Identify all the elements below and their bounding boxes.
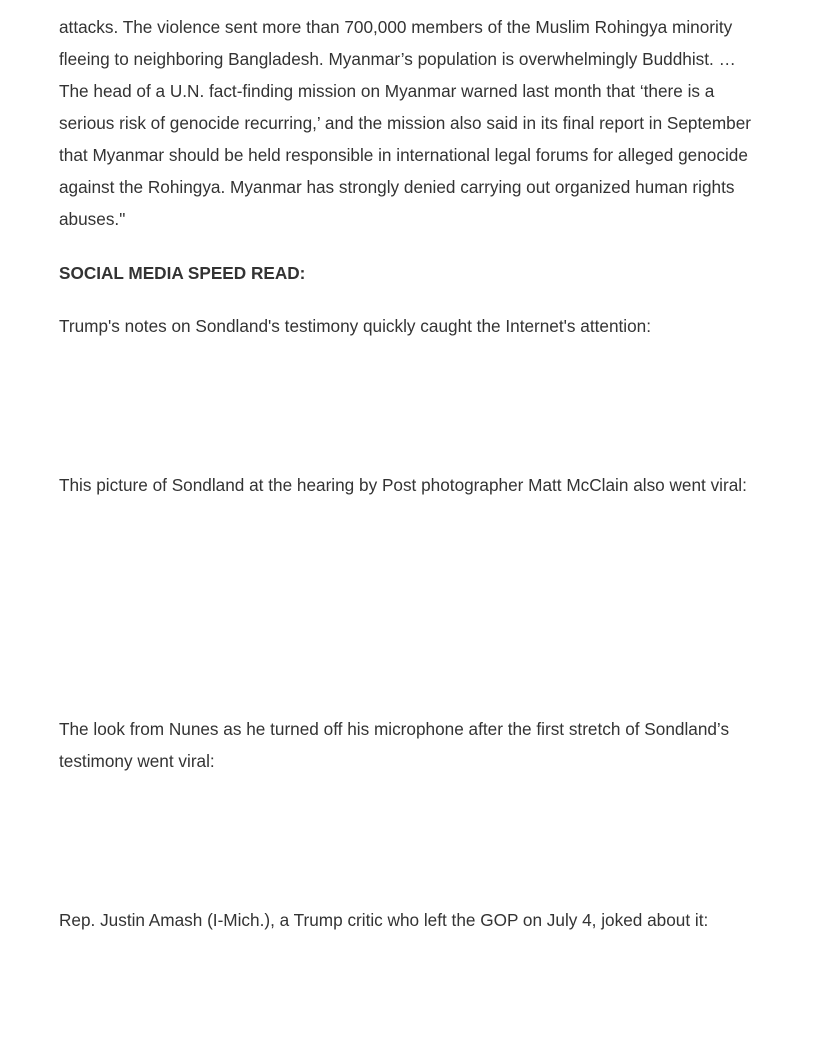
article-paragraph-trump-notes: Trump's notes on Sondland's testimony quickly caught the Internet's attention: bbox=[59, 316, 652, 336]
article-paragraph-nunes-look: The look from Nunes as he turned off his microphone after the first stretch of Sondland’s testimony went viral: bbox=[59, 719, 730, 771]
section-heading-social-media: SOCIAL MEDIA SPEED READ: bbox=[59, 263, 306, 283]
article-paragraph-myanmar: attacks. The violence sent more than 700,000 members of the Muslim Rohingya minority fleeing to neighboring Bangladesh. Myanmar’s population is overwhelmingly Buddhist. … The head of a U.N. fact-finding mission on Myanmar warned last month that ‘there is a serious risk of genocide recurring,’ and the mission also said in its final report in September that Myanmar should be held responsible in international legal forums for alleged genocide against the Rohingya. Myanmar has strongly denied carrying out organized human rights abuses." bbox=[59, 17, 751, 229]
embed-placeholder-3 bbox=[59, 785, 759, 895]
embed-placeholder-4 bbox=[59, 945, 759, 1045]
article-paragraph-sondland-picture: This picture of Sondland at the hearing by Post photographer Matt McClain also went viral: bbox=[59, 475, 747, 495]
article-paragraph-amash-joke: Rep. Justin Amash (I-Mich.), a Trump critic who left the GOP on July 4, joked about it: bbox=[59, 910, 709, 930]
embed-placeholder-2 bbox=[59, 540, 759, 705]
embed-placeholder-1 bbox=[59, 350, 759, 460]
